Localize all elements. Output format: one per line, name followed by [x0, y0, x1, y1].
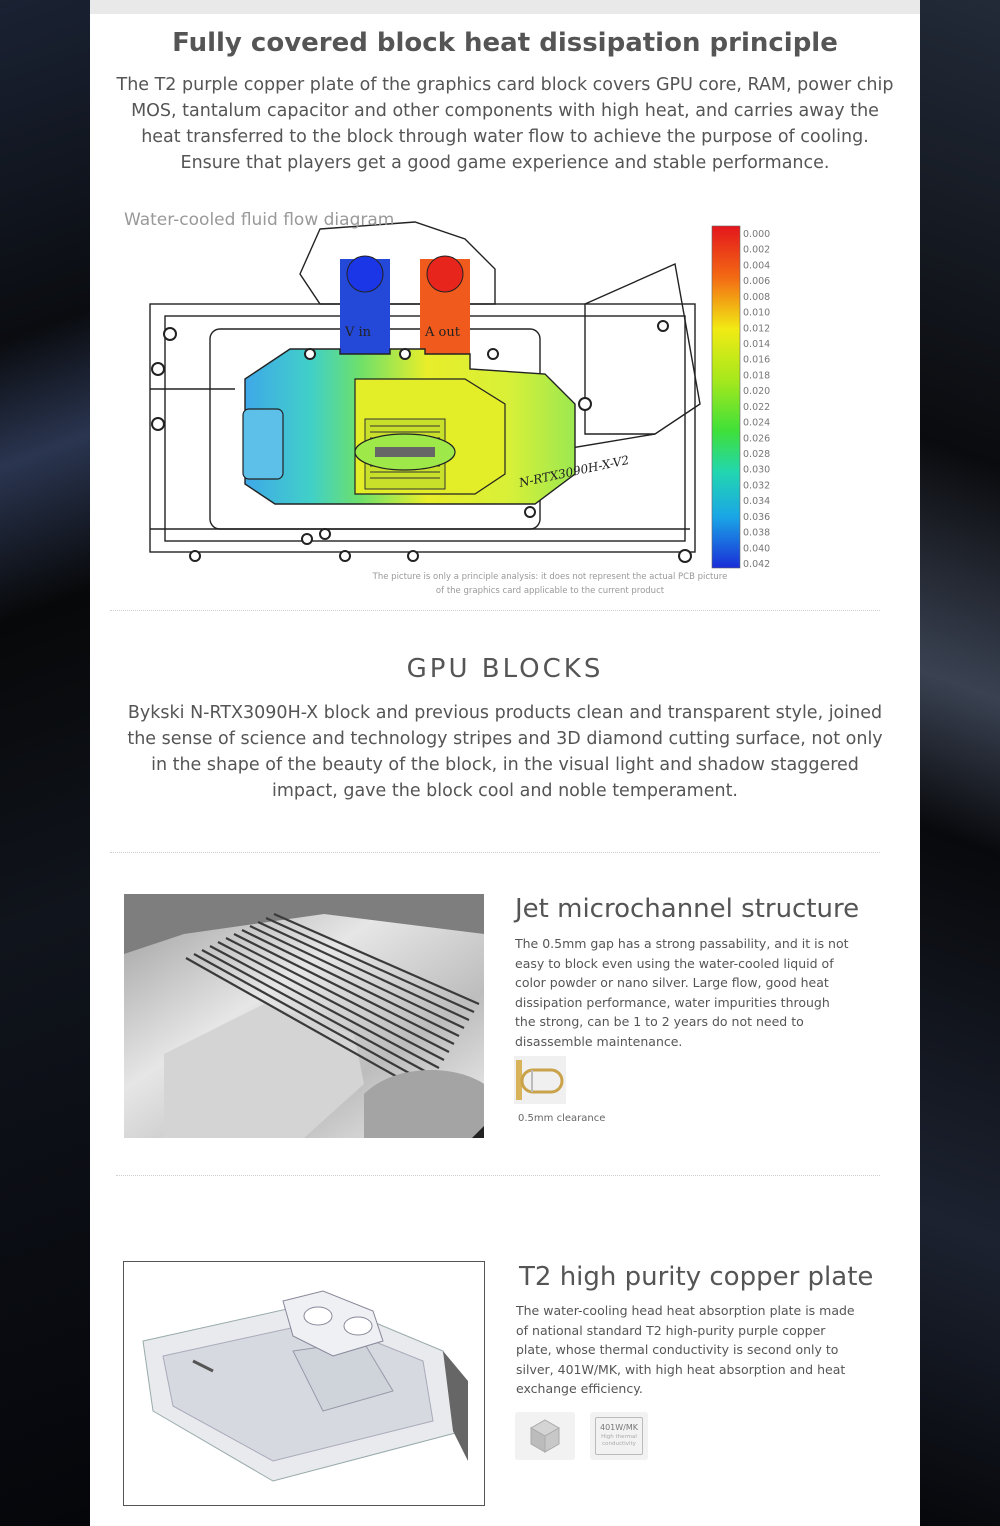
block-model-text: N-RTX3090H-X-V2: [517, 452, 631, 490]
diagram-note-line2: of the graphics card applicable to the current product: [435, 586, 665, 596]
section-title: Fully covered block heat dissipation principle: [172, 28, 838, 58]
scale-label: 0.002: [743, 244, 771, 256]
port-in-label: V in: [345, 325, 372, 340]
gpu-blocks-text: Bykski N-RTX3090H-X block and previous products clean and transparent style, joined the sense of science and technology stripes and 3D diamond cutting surface, not only in the shape of the beauty of the block, in the visual light and shadow staggered impact, gave the block cool and noble temperament.: [127, 703, 883, 801]
top-strip: [90, 0, 920, 14]
feature2-text: The water-cooling head heat absorption plate is made of national standard T2 high-purity purple copper plate, whose thermal conductivity is second only to silver, 401W/MK, with high heat absorption and heat exchange efficiency.: [516, 1303, 855, 1396]
scale-label: 0.030: [743, 464, 771, 476]
scale-label: 0.012: [743, 323, 771, 335]
conductivity-label1: High thermal: [601, 1434, 637, 1440]
conductivity-frame: [595, 1417, 643, 1455]
scale-label: 0.034: [743, 496, 771, 508]
scale-label: 0.026: [743, 433, 771, 445]
separator: [110, 610, 880, 611]
clearance-icon: [514, 1056, 566, 1104]
background-left: [0, 0, 90, 1526]
scale-label: 0.036: [743, 511, 771, 523]
clearance-caption: 0.5mm clearance: [518, 1113, 606, 1124]
product-page: [90, 14, 920, 1526]
scale-label: 0.042: [743, 559, 771, 570]
scale-label: 0.008: [743, 291, 771, 303]
scale-label: 0.014: [743, 339, 771, 350]
conductivity-label2: conductivity: [602, 1441, 636, 1447]
separator: [110, 852, 880, 853]
scale-label: 0.038: [743, 527, 771, 539]
port-out-label: A out: [425, 325, 460, 340]
separator: [116, 1175, 880, 1176]
scale-label: 0.016: [743, 354, 771, 366]
scale-label: 0.032: [743, 480, 771, 492]
scale-label: 0.010: [743, 307, 771, 319]
scale-label: 0.006: [743, 276, 771, 288]
feature2-title: T2 high purity copper plate: [519, 1262, 874, 1292]
cube-icon: [515, 1412, 575, 1460]
copper-plate-image: [123, 1261, 485, 1506]
gpu-blocks-title: GPU BLOCKS: [406, 654, 604, 684]
feature1-text: The 0.5mm gap has a strong passability, and it is not easy to block even using the water-cooled liquid of color powder or nano silver. Large flow, good heat dissipation performance, water impurities through the strong, can be 1 to 2 years do not need to disassemble maintenance.: [515, 936, 849, 1049]
scale-label: 0.018: [743, 370, 771, 382]
diagram-label: Water-cooled fluid flow diagram: [124, 210, 395, 230]
microchannel-image: [124, 894, 484, 1138]
feature1-title: Jet microchannel structure: [515, 894, 860, 924]
conductivity-badge: [590, 1412, 648, 1460]
background-right: [920, 0, 1000, 1526]
scale-label: 0.024: [743, 417, 771, 429]
conductivity-value: 401W/MK: [599, 1423, 639, 1432]
section-intro: The T2 purple copper plate of the graphics card block covers GPU core, RAM, power chip MOS, tantalum capacitor and other components with high heat, and carries away the heat transferred to the block through water flow to achieve the purpose of cooling. Ensure that players get a good game experience and stable performance.: [116, 75, 894, 173]
scale-label: 0.040: [743, 543, 771, 555]
scale-label: 0.004: [743, 260, 771, 272]
diagram-note: [330, 570, 770, 598]
diagram-note-line1: The picture is only a principle analysis: it does not represent the actual PCB picture: [372, 572, 728, 582]
flow-diagram: [115, 204, 835, 574]
scale-label: 0.000: [743, 229, 771, 240]
scale-label: 0.022: [743, 401, 771, 413]
scale-label: 0.028: [743, 449, 771, 460]
scale-label: 0.020: [743, 386, 771, 398]
